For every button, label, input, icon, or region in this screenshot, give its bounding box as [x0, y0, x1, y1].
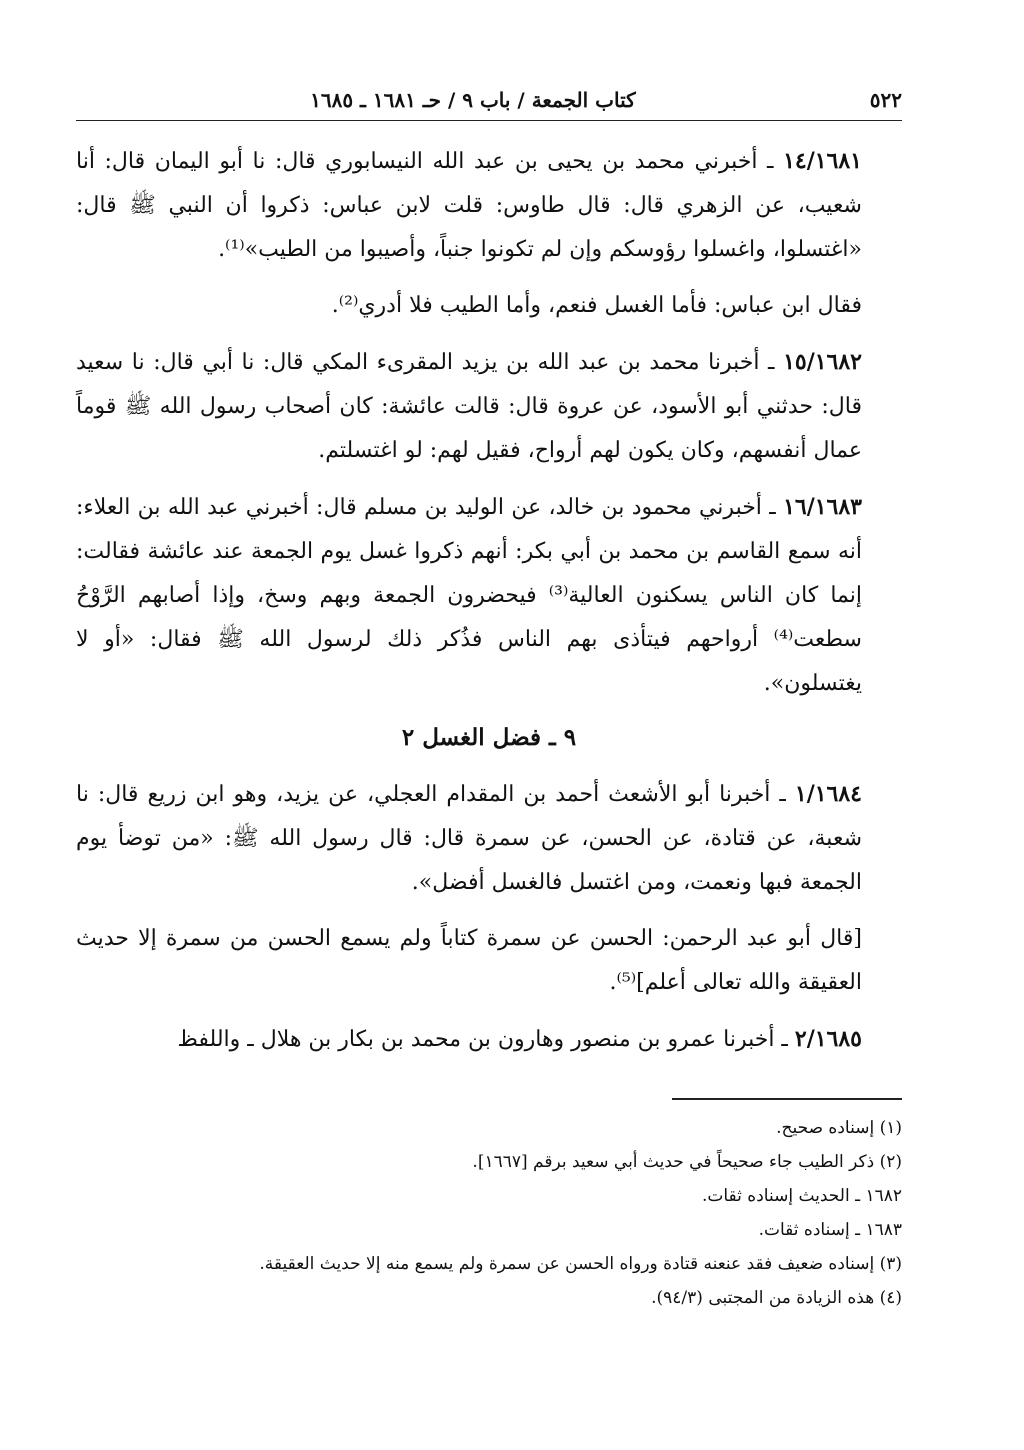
footnote: (١) إسناده صحيح.: [776, 1118, 902, 1138]
abu-abdurrahman-note: [76, 917, 902, 1005]
hadith-1682: [76, 340, 902, 473]
running-title: كتاب الجمعة / باب ٩ / حـ ١٦٨١ ـ ١٦٨٥: [310, 88, 636, 112]
hadith-1681: [76, 139, 902, 272]
hadith-text: ـ أخبرني محمد بن يحيى بن عبد الله النيسابوري قال: نا أبو اليمان قال: أنا شعيب، عن الزهري قال: قال طاوس: قلت لابن عباس: ذكروا أن النبي ﷺ قال: «اغتسلوا، واغسلوا رؤوسكم وإن لم تكونوا جنباً، وأصيبوا من الطيب»⁽¹⁾.: [76, 149, 862, 262]
page-header: [76, 86, 902, 121]
hadith-1683: [76, 485, 902, 706]
footnote: (٣) إسناده ضعيف فقد عنعنه قتادة ورواه الحسن عن سمرة ولم يسمع منه إلا حديث العقيقة.: [259, 1254, 902, 1274]
footnote: (٢) ذكر الطيب جاء صحيحاً في حديث أبي سعيد برقم [١٦٦٧].: [472, 1152, 902, 1172]
note-text: [قال أبو عبد الرحمن: الحسن عن سمرة كتاباً ولم يسمع الحسن من سمرة إلا حديث العقيقة والله تعالى أعلم]⁽⁵⁾.: [76, 926, 862, 995]
footnote: ١٦٨٣ ـ إسناده ثقات.: [758, 1220, 902, 1240]
hadith-number: ١٥/١٦٨٢: [783, 349, 862, 375]
hadith-text: ـ أخبرني محمود بن خالد، عن الوليد بن مسلم قال: أخبرني عبد الله بن العلاء: أنه سمع القاسم بن محمد بن أبي بكر: أنهم ذكروا غسل يوم الجمعة عند عائشة فقالت: إنما كان الناس يسكنون العالية⁽³⁾ فيحضرون الجمعة وبهم وسخ، وإذا أصابهم الرَّوْحُ سطعت⁽⁴⁾ أرواحهم فيتأذى بهم الناس فذُكر ذلك لرسول الله ﷺ فقال: «أو لا يغتسلون».: [76, 495, 862, 696]
hadith-text: ـ أخبرنا أبو الأشعث أحمد بن المقدام العجلي، عن يزيد، وهو ابن زريع قال: نا شعبة، عن قتادة، عن الحسن، عن سمرة قال: قال رسول الله ﷺ: «من توضأ يوم الجمعة فبها ونعمت، ومن اغتسل فالغسل أفضل».: [76, 782, 862, 895]
footnote-separator: [672, 1098, 902, 1100]
footnote: (٤) هذه الزيادة من المجتبى (٩٤/٣).: [651, 1288, 902, 1308]
hadith-1684: [76, 772, 902, 905]
section-heading: ٩ ـ فضل الغسل ٢: [401, 724, 577, 751]
page-number: ٥٢٢: [869, 88, 902, 112]
hadith-number: ١/١٦٨٤: [794, 781, 862, 807]
footnotes: [76, 1114, 902, 1312]
hadith-number: ١٤/١٦٨١: [783, 148, 862, 174]
hadith-1685: [76, 1017, 902, 1062]
ibn-abbas-comment: [76, 284, 902, 328]
footnote: ١٦٨٢ ـ الحديث إسناده ثقات.: [701, 1186, 902, 1206]
hadith-number: ٢/١٦٨٥: [794, 1026, 862, 1052]
hadith-text: ـ أخبرنا عمرو بن منصور وهارون بن محمد بن بكار بن هلال ـ واللفظ: [177, 1027, 795, 1052]
hadith-number: ١٦/١٦٨٣: [783, 494, 862, 520]
hadith-text: ـ أخبرنا محمد بن عبد الله بن يزيد المقرىء المكي قال: نا أبي قال: نا سعيد قال: حدثني أبو الأسود، عن عروة قال: قالت عائشة: كان أصحاب رسول الله ﷺ قوماً عمال أنفسهم، وكان يكون لهم أرواح، فقيل لهم: لو اغتسلتم.: [76, 350, 862, 463]
comment-text: فقال ابن عباس: فأما الغسل فنعم، وأما الطيب فلا أدري⁽²⁾.: [331, 293, 862, 318]
